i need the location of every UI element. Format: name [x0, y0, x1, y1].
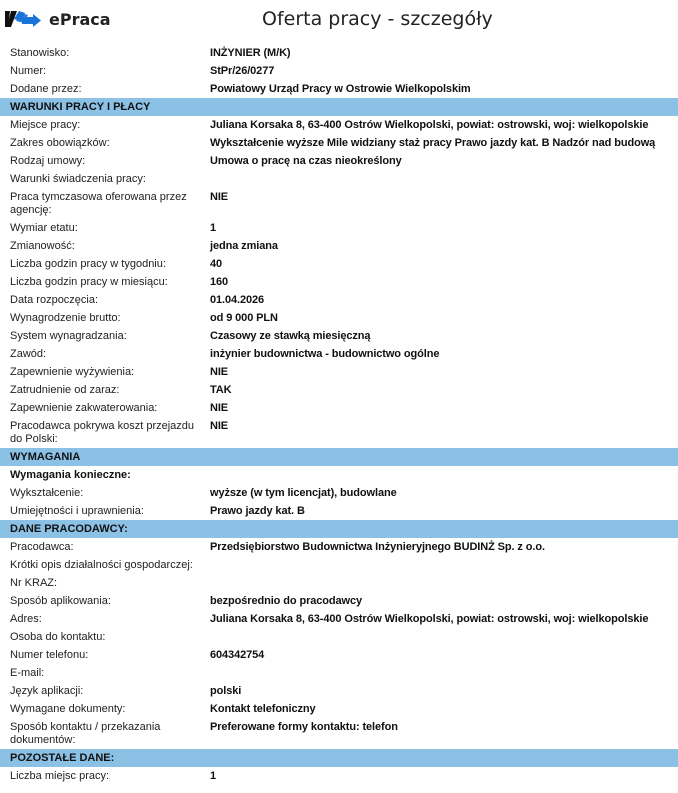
field-label: Zmianowość:: [10, 239, 75, 252]
field-value: Prawo jazdy kat. B: [210, 504, 305, 517]
field-value: od 9 000 PLN: [210, 311, 278, 324]
detail-row: [0, 574, 678, 592]
field-value: Wykształcenie wyższe Mile widziany staż pracy Prawo jazdy kat. B Nadzór nad budową: [210, 136, 656, 149]
field-label: Sposób kontaktu / przekazania dokumentów:: [10, 720, 161, 746]
field-value: 160: [210, 275, 229, 288]
field-value: wyższe (w tym licencjat), budowlane: [210, 486, 397, 499]
detail-row: [0, 628, 678, 646]
field-label: Dodane przez:: [10, 82, 82, 95]
detail-row: [0, 417, 678, 448]
detail-row: [0, 273, 678, 291]
field-value: StPr/26/0277: [210, 64, 275, 77]
field-label: Wykształcenie:: [10, 486, 84, 499]
field-label: Zakres obowiązków:: [10, 136, 110, 149]
detail-row: [0, 767, 678, 785]
logo-text: ePraca: [49, 9, 111, 29]
field-value: Juliana Korsaka 8, 63-400 Ostrów Wielkopolski, powiat: ostrowski, woj: wielkopolskie: [210, 612, 649, 625]
detail-row: [0, 44, 678, 62]
page-header: [0, 0, 678, 44]
field-label: Zatrudnienie od zaraz:: [10, 383, 120, 396]
field-label: Osoba do kontaktu:: [10, 630, 106, 643]
field-value: 604342754: [210, 648, 265, 661]
field-label: Umiejętności i uprawnienia:: [10, 504, 144, 517]
detail-row: [0, 237, 678, 255]
detail-row: [0, 327, 678, 345]
field-label: Zawód:: [10, 347, 47, 360]
field-label: Numer:: [10, 64, 47, 77]
detail-row: [0, 363, 678, 381]
field-label: Pracodawca pokrywa koszt przejazdu do Polski:: [10, 419, 195, 445]
field-value: polski: [210, 684, 242, 697]
field-label: Stanowisko:: [10, 46, 70, 59]
epraca-logo: [5, 9, 111, 29]
field-label: E-mail:: [10, 666, 45, 679]
field-label: Pracodawca:: [10, 540, 74, 553]
field-label: Adres:: [10, 612, 42, 625]
detail-row: [0, 255, 678, 273]
field-value: NIE: [210, 365, 229, 378]
detail-row: [0, 62, 678, 80]
detail-row: [0, 116, 678, 134]
detail-row: [0, 80, 678, 98]
detail-row: [0, 219, 678, 237]
section-header-warunki: WARUNKI PRACY I PŁACY: [0, 98, 678, 116]
detail-row: [0, 381, 678, 399]
field-label: Liczba godzin pracy w miesiącu:: [10, 275, 168, 288]
field-value: NIE: [210, 190, 229, 203]
detail-row: [0, 700, 678, 718]
detail-row: [0, 502, 678, 520]
page-title: Oferta pracy - szczegóły: [262, 8, 493, 30]
field-label: Rodzaj umowy:: [10, 154, 86, 167]
field-value: inżynier budownictwa - budownictwo ogólne: [210, 347, 440, 360]
field-label: Liczba miejsc pracy:: [10, 769, 110, 782]
section-header-pracodawca: DANE PRACODAWCY:: [0, 520, 678, 538]
field-label: Data rozpoczęcia:: [10, 293, 99, 306]
field-value: Czasowy ze stawką miesięczną: [210, 329, 371, 342]
field-value: INŻYNIER (M/K): [210, 46, 291, 59]
subheading-wymagania-konieczne: Wymagania konieczne:: [10, 468, 131, 481]
field-label: Nr KRAZ:: [10, 576, 58, 589]
offer-details: [0, 44, 678, 785]
section-warunki: [0, 116, 678, 448]
section-pracodawca: [0, 538, 678, 749]
detail-row: [0, 592, 678, 610]
field-label: Wynagrodzenie brutto:: [10, 311, 121, 324]
detail-row: [0, 664, 678, 682]
detail-row: [0, 188, 678, 219]
field-value: bezpośrednio do pracodawcy: [210, 594, 363, 607]
field-value: 1: [210, 769, 217, 782]
field-label: Sposób aplikowania:: [10, 594, 111, 607]
field-value: Powiatowy Urząd Pracy w Ostrowie Wielkopolskim: [210, 82, 471, 95]
field-label: Wymagane dokumenty:: [10, 702, 126, 715]
field-label: System wynagradzania:: [10, 329, 127, 342]
field-value: 01.04.2026: [210, 293, 265, 306]
field-value: Przedsiębiorstwo Budownictwa Inżynieryjnego BUDINŻ Sp. z o.o.: [210, 540, 545, 553]
detail-row: [0, 538, 678, 556]
detail-row: [0, 682, 678, 700]
field-label: Zapewnienie zakwaterowania:: [10, 401, 158, 414]
field-label: Miejsce pracy:: [10, 118, 81, 131]
field-value: Preferowane formy kontaktu: telefon: [210, 720, 398, 733]
field-label: Język aplikacji:: [10, 684, 84, 697]
epraca-logo-icon: [5, 9, 45, 29]
detail-row: [0, 718, 678, 749]
field-label: Wymiar etatu:: [10, 221, 78, 234]
detail-row: [0, 556, 678, 574]
detail-row: [0, 345, 678, 363]
field-value: NIE: [210, 401, 229, 414]
intro-block: [0, 44, 678, 98]
detail-row: [0, 484, 678, 502]
field-value: 40: [210, 257, 223, 270]
field-value: NIE: [210, 419, 229, 432]
field-value: Juliana Korsaka 8, 63-400 Ostrów Wielkopolski, powiat: ostrowski, woj: wielkopolskie: [210, 118, 649, 131]
section-pozostale: [0, 767, 678, 785]
detail-row: [0, 134, 678, 152]
field-value: Umowa o pracę na czas nieokreślony: [210, 154, 402, 167]
field-label: Numer telefonu:: [10, 648, 89, 661]
field-label: Zapewnienie wyżywienia:: [10, 365, 135, 378]
detail-row: [0, 309, 678, 327]
field-label: Warunki świadczenia pracy:: [10, 172, 146, 185]
detail-row: [0, 152, 678, 170]
field-value: Kontakt telefoniczny: [210, 702, 316, 715]
section-header-pozostale: POZOSTAŁE DANE:: [0, 749, 678, 767]
field-value: jedna zmiana: [210, 239, 278, 252]
detail-row: [0, 646, 678, 664]
field-label: Praca tymczasowa oferowana przez agencję:: [10, 190, 187, 216]
field-label: Liczba godzin pracy w tygodniu:: [10, 257, 166, 270]
section-wymagania: [0, 484, 678, 520]
field-label: Krótki opis działalności gospodarczej:: [10, 558, 193, 571]
detail-row: [0, 170, 678, 188]
field-value: 1: [210, 221, 217, 234]
detail-row: [0, 399, 678, 417]
detail-row: [0, 610, 678, 628]
detail-row: [0, 291, 678, 309]
section-header-wymagania: WYMAGANIA: [0, 448, 678, 466]
field-value: TAK: [210, 383, 232, 396]
